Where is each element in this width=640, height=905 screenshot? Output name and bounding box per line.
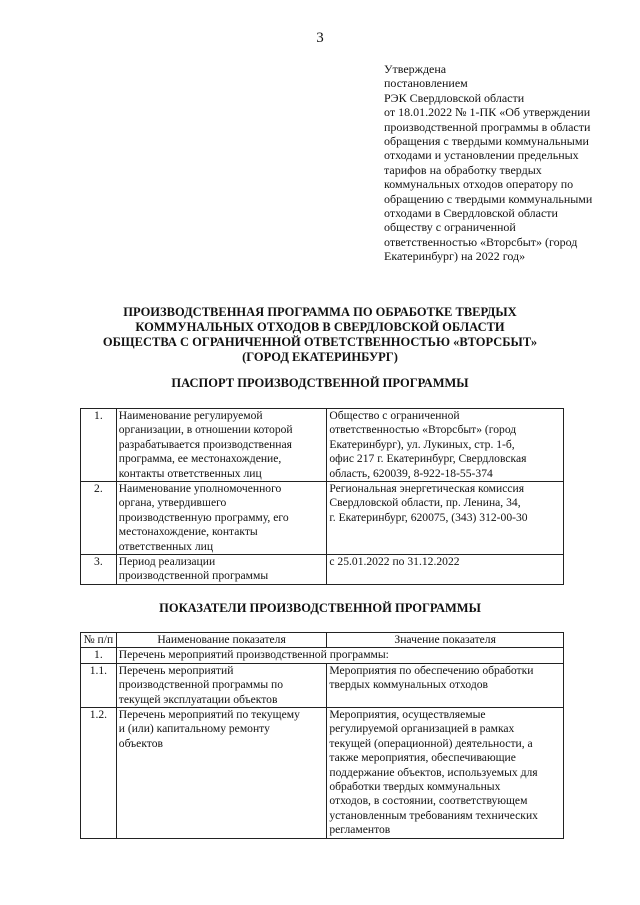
approval-line: обращения с твердыми коммунальными — [384, 134, 589, 149]
approval-line: ответственностью «Вторсбыт» (город — [384, 234, 578, 249]
row-number: 2. — [81, 482, 117, 555]
approval-line: от 18.01.2022 № 1-ПК «Об утверждении — [384, 105, 591, 120]
title-line: ОБЩЕСТВА С ОГРАНИЧЕННОЙ ОТВЕТСТВЕННОСТЬЮ «ВТОРСБЫТ» — [102, 335, 538, 349]
row-number: 1.2. — [81, 708, 117, 839]
column-header: Наименование показателя — [116, 633, 327, 648]
row-number: 3. — [81, 555, 117, 585]
title-line: ПРОИЗВОДСТВЕННАЯ ПРОГРАММА ПО ОБРАБОТКЕ ТВЕРДЫХ — [123, 305, 517, 319]
approval-line: отходами в Свердловской области — [384, 206, 558, 221]
page-number: 3 — [316, 30, 324, 46]
table-row — [81, 555, 564, 585]
row-value: Общество с ограниченной ответственностью «Вторсбыт» (город Екатеринбург), ул. Лукиных, стр. 1-б, офис 217 г. Екатеринбург, Свердловская область, 620039, 8-922-18-55-374 — [327, 409, 564, 482]
title-line: КОММУНАЛЬНЫХ ОТХОДОВ В СВЕРДЛОВСКОЙ ОБЛАСТИ — [135, 320, 505, 334]
header-row — [81, 633, 564, 648]
table-row — [81, 663, 564, 707]
approval-line: Екатеринбург) на 2022 год» — [384, 249, 526, 264]
row-value: Мероприятия по обеспечению обработки твердых коммунальных отходов — [327, 663, 564, 707]
passport-heading: ПАСПОРТ ПРОИЗВОДСТВЕННОЙ ПРОГРАММЫ — [171, 376, 469, 390]
approval-line: производственной программы в области — [384, 119, 591, 134]
section-label: Перечень мероприятий производственной программы: — [116, 648, 563, 663]
column-header: Значение показателя — [327, 633, 564, 648]
column-header: № п/п — [81, 633, 117, 648]
approval-line: тарифов на обработку твердых — [384, 162, 542, 177]
row-label: Перечень мероприятий по текущему и (или) капитальному ремонту объектов — [116, 708, 327, 839]
row-label: Наименование уполномоченного органа, утвердившего производственную программу, его местонахождение, контакты ответственных лиц — [116, 482, 327, 555]
indicators-table — [80, 632, 564, 839]
approval-line: Утверждена — [384, 62, 447, 76]
row-value: Мероприятия, осуществляемые регулируемой организацией в рамках текущей (операционной) деятельности, а также мероприятия, обеспечивающие поддержание объектов, используемых для обработки твердых коммунальных отходов, в состоянии, соответствующем установленным требованиям технических регламентов — [327, 708, 564, 839]
approval-line: коммунальных отходов оператору по — [384, 177, 574, 192]
row-value: Региональная энергетическая комиссия Свердловской области, пр. Ленина, 34, г. Екатеринбург, 620075, (343) 312-00-30 — [327, 482, 564, 555]
row-label: Период реализации производственной программы — [116, 555, 327, 585]
passport-table — [80, 408, 564, 585]
section-row — [81, 648, 564, 663]
approval-line: обращению с твердыми коммунальными — [384, 191, 593, 206]
row-number: 1. — [81, 648, 117, 663]
row-label: Наименование регулируемой организации, в отношении которой разрабатывается производственная программа, ее местонахождение, контакты ответственных лиц — [116, 409, 327, 482]
table-row — [81, 409, 564, 482]
row-number: 1.1. — [81, 663, 117, 707]
document-title — [60, 305, 580, 365]
row-value: с 25.01.2022 по 31.12.2022 — [327, 555, 564, 585]
indicators-heading: ПОКАЗАТЕЛИ ПРОИЗВОДСТВЕННОЙ ПРОГРАММЫ — [159, 601, 481, 615]
title-line: (ГОРОД ЕКАТЕРИНБУРГ) — [242, 350, 398, 364]
approval-note — [384, 62, 620, 264]
table-row — [81, 482, 564, 555]
row-number: 1. — [81, 409, 117, 482]
row-label: Перечень мероприятий производственной программы по текущей эксплуатации объектов — [116, 663, 327, 707]
approval-line: постановлением — [384, 76, 468, 91]
table-row — [81, 708, 564, 839]
approval-line: обществу с ограниченной — [384, 220, 516, 235]
approval-line: отходами и установлении предельных — [384, 148, 579, 163]
approval-line: РЭК Свердловской области — [384, 90, 525, 105]
